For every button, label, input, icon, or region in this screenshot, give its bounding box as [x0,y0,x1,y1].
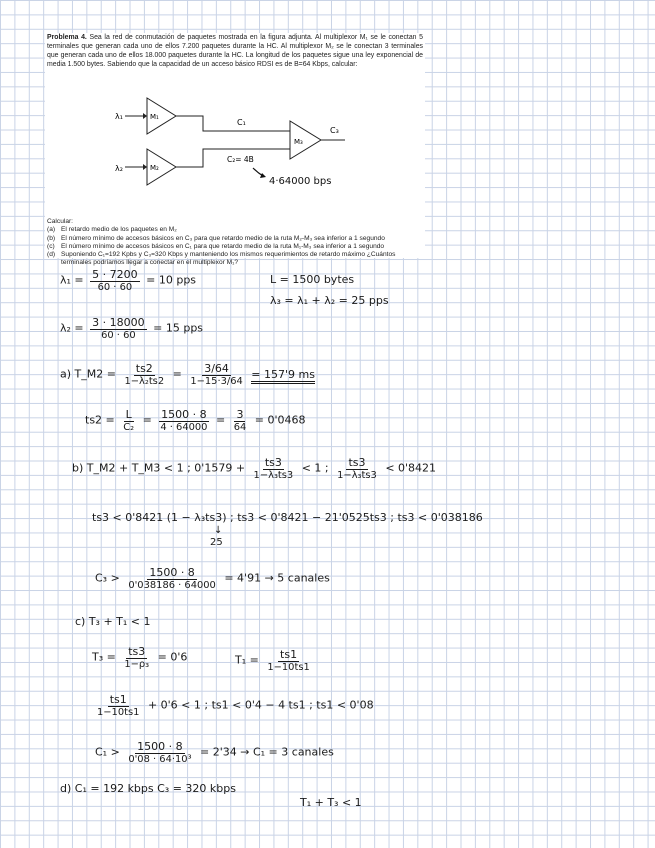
lambda1-arrowhead [143,113,147,119]
part-d-capacities: d) C₁ = 192 kbps C₃ = 320 kbps [60,782,236,795]
part-b-ts3-derivation: ts3 < 0'8421 (1 − λ₃ts3) ; ts3 < 0'8421 − 21'0525ts3 ; ts3 < 0'038186 [92,511,483,524]
question-c: (c) El número mínimo de accesos básicos en C₁ para que retardo medio de la ruta M₁-M₃ sea inferior a 1 segundo [47,242,385,250]
part-a-delay-m2: a) T_M2 = $\frac{ts2}{\text{1−λ₂ts2}}$ = $\frac{3/64}{1-15\cdot 3/64}$ = 157'9 ms [60,362,315,387]
network-diagram [45,33,425,193]
lambda1-label: λ₁ [115,112,123,121]
part-a-result: = 157'9 ms [251,368,315,384]
problem-statement: Sea la red de conmutación de paquetes mostrada en la figura adjunta. Al multiplexor M₁ se le conectan 5 terminales que generan cada uno de ellos 7.200 paquetes durante la HC. Al multiplexor M₂ se le conectan 3 terminales que generan cada uno de ellos 18.000 paquetes durante la HC. La longitud de los paquetes sigue una ley exponencial de media 1.500 bytes. Sabiendo que la capacidad de un acceso básico RDSI es de B=64 Kbps, calcular: [47,34,423,69]
ts1-derivation: $\frac{ts1}{1-10ts1}$ + 0'6 < 1 ; ts1 < 0'4 − 4 ts1 ; ts1 < 0'08 [97,693,374,718]
c3-label: C₃ [330,126,339,135]
question-a: (a) El retardo medio de los paquetes en M₂ [47,226,177,234]
lambda2-arrowhead [143,164,147,170]
lambda2-label: λ₂ [115,164,123,173]
part-c-channels-c1: C₁ > $\frac{1500 \cdot 8}{\text{0'08 · 64·10³}}$ = 2'34 → C₁ = 3 canales [95,740,334,765]
packet-length-equation: L = 1500 bytes [270,273,355,286]
question-d: (d) Suponiendo C₁=192 Kpbs y C₃=320 Kbps y manteniendo los mismos requerimientos de retardo máximo ¿Cuántos terminales podríamos llegar a conectar en el multiplexor M₁? [47,251,396,267]
lambda2-equation: λ₂ = $\frac{3 \cdot 18000}{60 \cdot 60}$ = 15 pps [60,316,204,341]
part-b-lambda3-value: 25 [210,537,223,548]
question-b: (b) El número mínimo de accesos básicos en C₃ para que retardo medio de la ruta M₂-M₃ sea inferior a 1 segundo [47,234,385,242]
t1-equation: T₁ = $\frac{ts1}{1-10ts1}$ [235,648,310,673]
speed-note-arrowhead [260,173,266,178]
questions-heading: Calcular: [47,218,74,225]
questions-block [47,218,425,268]
link-c1 [176,116,290,131]
part-c-inequality: c) T₃ + T₁ < 1 [75,615,151,628]
problem-title: Problema 4. [47,34,87,41]
m1-label: M₁ [150,113,159,121]
part-b-down-arrow: ↓ [214,525,223,536]
lambda1-equation: λ₁ = $\frac{5 \cdot 7200}{60 \cdot 60}$ = 10 pps [60,268,197,293]
c2-label: C₂= 4B [227,155,254,164]
t3-equation: T₃ = $\frac{ts3}{\text{1−ρ₃}}$ = 0'6 [92,645,188,670]
part-b-channels-c3: C₃ > $\frac{1500 \cdot 8}{0'038186 \cdot 64000}$ = 4'91 → 5 canales [95,566,330,591]
speed-note: 4·64000 bps [269,176,332,187]
part-b-inequality: b) T_M2 + T_M3 < 1 ; 0'1579 + $\frac{ts3}{\text{1−λ₃ts3}}$ < 1 ; $\frac{ts3}{\text{1−λ₃ts3}}$ < 0'8421 [72,456,437,481]
ts2-equation: ts2 = $\frac{L}{\text{C₂}}$ = $\frac{1500 \cdot 8}{4 \cdot 64000}$ = $\frac{3}{64}$ = 0'0468 [85,408,306,433]
problem-statement-box [45,33,425,267]
c1-label: C₁ [237,118,246,127]
part-d-inequality: T₁ + T₃ < 1 [300,796,362,809]
lambda3-equation: λ₃ = λ₁ + λ₂ = 25 pps [270,294,389,307]
m3-label: M₃ [294,138,303,146]
m2-label: M₂ [150,164,159,172]
